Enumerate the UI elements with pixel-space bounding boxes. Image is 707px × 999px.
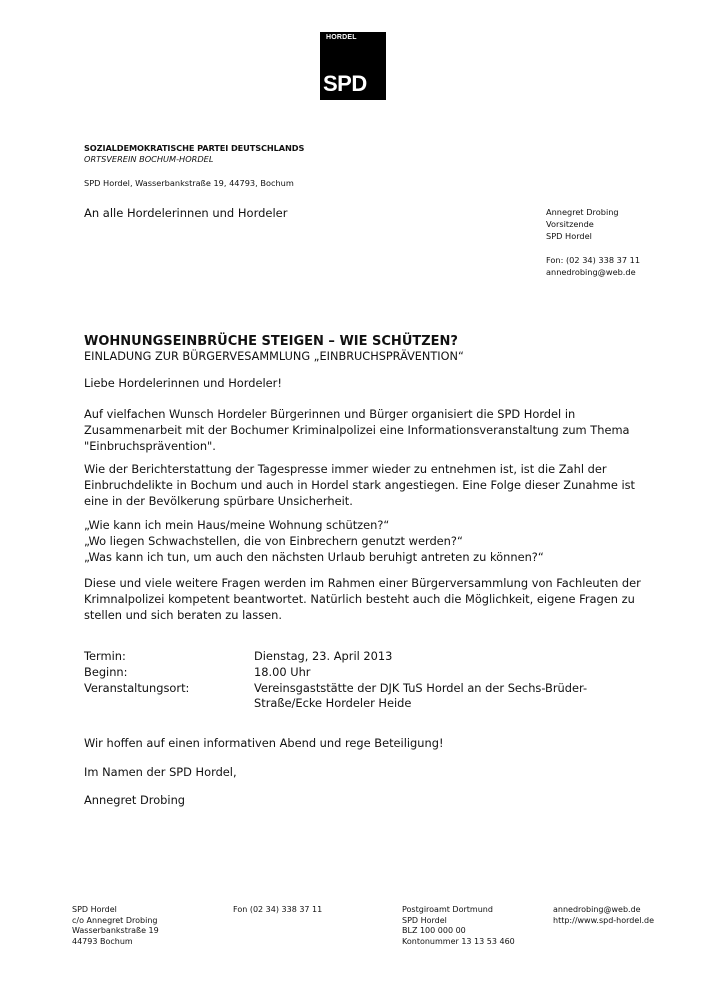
ort-label: Veranstaltungsort: [84, 680, 190, 695]
letter-heading: WOHNUNGSEINBRÜCHE STEIGEN – WIE SCHÜTZEN? [84, 334, 458, 349]
paragraph-3: Diese und viele weitere Fragen werden im Rahmen einer Bürgerversammlung von Fachleuten der Krimnalpolizei kompetent beantwortet. Natürlich besteht auch die Möglichkeit, eigene Fragen zu stellen und sich beraten zu lassen. [84, 576, 641, 622]
footer-line: Postgiroamt Dortmund [402, 905, 493, 914]
footer-line: SPD Hordel [402, 915, 447, 925]
question-3: „Was kann ich tun, um auch den nächsten Urlaub beruhigt antreten zu können?“ [84, 549, 544, 564]
footer-line: Wasserbankstraße 19 [72, 926, 159, 935]
letter-subheading: EINLADUNG ZUR BÜRGERVESAMMLUNG „EINBRUCHSPRÄVENTION“ [84, 350, 464, 363]
footer-bank [402, 905, 515, 947]
contact-name: Annegret Drobing [546, 207, 619, 217]
logo-big-text: SPD [323, 71, 367, 96]
contact-block [546, 206, 640, 278]
contact-phone: Fon: (02 34) 338 37 11 [546, 255, 641, 265]
footer-line: 44793 Bochum [72, 936, 133, 946]
contact-email: annedrobing@web.de [546, 267, 636, 277]
termin-label: Termin: [84, 649, 126, 663]
beginn-value: 18.00 Uhr [254, 664, 311, 679]
closing-1: Wir hoffen auf einen informativen Abend und rege Beteiligung! [84, 736, 444, 750]
footer-line: BLZ 100 000 00 [402, 926, 466, 935]
contact-org: SPD Hordel [546, 231, 592, 241]
closing-2: Im Namen der SPD Hordel, [84, 765, 237, 779]
org-name: SOZIALDEMOKRATISCHE PARTEI DEUTSCHLANDS [84, 143, 305, 153]
footer-line: SPD Hordel [72, 905, 117, 914]
sender-line: SPD Hordel, Wasserbankstraße 19, 44793, Bochum [84, 178, 294, 188]
question-2: „Wo liegen Schwachstellen, die von Einbrechern genutzt werden?“ [84, 533, 463, 548]
footer-line: c/o Annegret Drobing [72, 915, 158, 925]
beginn-label: Beginn: [84, 664, 128, 679]
logo-small-text: HORDEL [326, 34, 357, 41]
footer-website-link[interactable]: http://www.spd-hordel.de [553, 915, 655, 925]
footer-web [553, 905, 654, 926]
termin-value: Dienstag, 23. April 2013 [254, 649, 393, 663]
ort-value: Vereinsgaststätte der DJK TuS Hordel an der Sechs-Brüder-Straße/Ecke Hordeler Heide [254, 680, 588, 711]
paragraph-2: Wie der Berichterstattung der Tagespresse immer wieder zu entnehmen ist, ist die Zahl der Einbruchdelikte in Bochum und auch in Hordel stark angestiegen. Eine Folge dieser Zunahme ist eine in der Bevölkerung spürbare Unsicherheit. [84, 462, 636, 508]
footer-email-link[interactable]: annedrobing@web.de [553, 905, 641, 914]
signature: Annegret Drobing [84, 793, 186, 807]
recipient: An alle Hordelerinnen und Hordeler [84, 206, 288, 220]
question-list [84, 518, 654, 565]
footer-line: Fon (02 34) 338 37 11 [233, 905, 323, 914]
spd-logo [320, 32, 386, 100]
footer-phone [233, 905, 322, 916]
salutation: Liebe Hordelerinnen und Hordeler! [84, 376, 282, 390]
contact-role: Vorsitzende [546, 219, 594, 229]
org-sub: ORTSVEREIN BOCHUM-HORDEL [84, 154, 214, 164]
org-header [84, 143, 304, 165]
footer-line: Kontonummer 13 13 53 460 [402, 936, 515, 946]
question-1: „Wie kann ich mein Haus/meine Wohnung schützen?“ [84, 518, 390, 532]
paragraph-1: Auf vielfachen Wunsch Hordeler Bürgerinnen und Bürger organisiert die SPD Hordel in Zusammenarbeit mit der Bochumer Kriminalpolizei eine Informationsveranstaltung zum Thema "Einbruchsprävention". [84, 407, 630, 453]
footer-address [72, 905, 159, 947]
